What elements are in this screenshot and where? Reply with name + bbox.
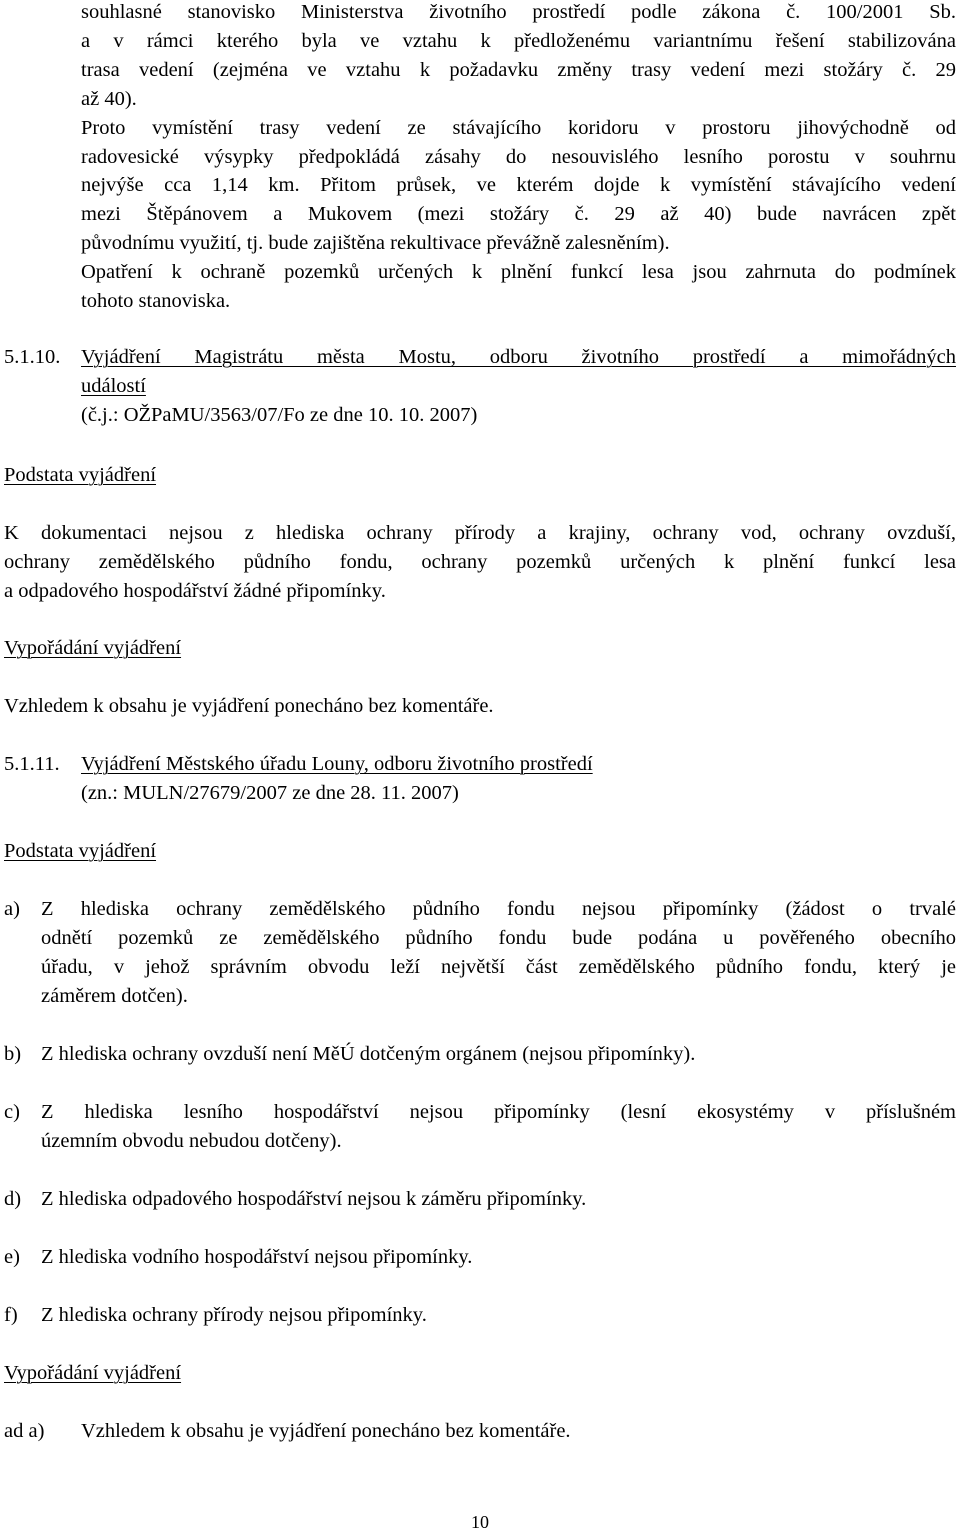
text-line: radovesické výsypky předpokládá zásahy do nesouvislého lesního porostu v souhrnu [81, 145, 956, 168]
settlement-marker: ad a) [4, 1420, 45, 1442]
text-line: ochrany zemědělského půdního fondu, ochrany pozemků určených k plnění funkcí lesa [4, 550, 956, 573]
text-line: a v rámci kterého byla ve vztahu k předloženému variantnímu řešení stabilizována [81, 29, 956, 52]
text-line: nejvýše cca 1,14 km. Přitom průsek, ve kterém dojde k vymístění stávajícího vedení [81, 174, 956, 197]
list-item-text [41, 1185, 956, 1214]
substance-heading: Podstata vyjádření [4, 840, 157, 862]
list-item-text [41, 1040, 956, 1069]
text-line: územním obvodu nebudou dotčeny). [41, 1129, 342, 1152]
text-line: Z hlediska lesního hospodářství nejsou připomínky (lesní ekosystémy v příslušném [41, 1101, 956, 1123]
settlement-heading: Vypořádání vyjádření [4, 637, 182, 659]
list-marker: e) [4, 1246, 20, 1268]
text-line: Opatření k ochraně pozemků určených k plnění funkcí lesa jsou zahrnuta do podmínek [81, 261, 956, 284]
list-marker: b) [4, 1043, 22, 1065]
list-item-text [41, 895, 956, 1011]
list-item-text [41, 1243, 956, 1272]
section-reference: (č.j.: OŽPaMU/3563/07/Fo ze dne 10. 10. 2007) [81, 403, 478, 426]
text-line: odnětí pozemků ze zemědělského půdního fondu bude podána u pověřeného obecního [41, 926, 956, 949]
list-item-text [41, 1301, 956, 1330]
list-item-text [41, 1098, 956, 1156]
substance-heading: Podstata vyjádření [4, 464, 157, 486]
text-line: Z hlediska vodního hospodářství nejsou připomínky. [41, 1246, 473, 1268]
section-number: 5.1.11. [4, 753, 60, 775]
text-line: úřadu, v jehož správním obvodu leží největší část zemědělského půdního fondu, který je [41, 955, 956, 978]
text-line: trasa vedení (zejména ve vztahu k požadavku změny trasy vedení mezi stožáry č. 29 [81, 58, 956, 81]
text-line: záměrem dotčen). [41, 984, 188, 1007]
settlement-heading: Vypořádání vyjádření [4, 1362, 182, 1384]
text-line: K dokumentaci nejsou z hlediska ochrany přírody a krajiny, ochrany vod, ochrany ovzduší, [4, 522, 956, 544]
list-marker: d) [4, 1188, 22, 1210]
text-line: Proto vymístění trasy vedení ze stávajícího koridoru v prostoru jihovýchodně od [81, 116, 956, 139]
text-line: původnímu využití, tj. bude zajištěna rekultivace převážně zalesněním). [81, 232, 670, 255]
section-title-line: událostí [81, 374, 146, 397]
text-line: Z hlediska odpadového hospodářství nejsou k záměru připomínky. [41, 1188, 587, 1210]
text-line: mezi Štěpánovem a Mukovem (mezi stožáry č. 29 až 40) bude navrácen zpět [81, 203, 956, 226]
section-title [81, 343, 956, 430]
intro-paragraph [81, 0, 956, 316]
text-line: Z hlediska ochrany zemědělského půdního fondu nejsou připomínky (žádost o trvalé [41, 898, 956, 920]
section-number: 5.1.10. [4, 346, 61, 368]
list-marker: a) [4, 898, 20, 920]
section-reference: (zn.: MULN/27679/2007 ze dne 28. 11. 2007) [81, 781, 459, 804]
section-title-line: Vyjádření Magistrátu města Mostu, odboru životního prostředí a mimořádných [81, 346, 956, 368]
page-number: 10 [471, 1512, 489, 1532]
list-marker: f) [4, 1304, 18, 1326]
text-line: až 40). [81, 87, 137, 110]
text-line: souhlasné stanovisko Ministerstva životního prostředí podle zákona č. 100/2001 Sb. [81, 1, 956, 23]
text-line: Z hlediska ochrany ovzduší není MěÚ dotčeným orgánem (nejsou připomínky). [41, 1043, 696, 1065]
section-title [81, 750, 956, 808]
substance-paragraph [4, 519, 956, 606]
settlement-text: Vzhledem k obsahu je vyjádření ponecháno bez komentáře. [81, 1420, 571, 1442]
section-title-line: Vyjádření Městského úřadu Louny, odboru životního prostředí [81, 753, 593, 775]
text-line: a odpadového hospodářství žádné připomínky. [4, 579, 386, 602]
text-line: tohoto stanoviska. [81, 290, 231, 313]
settlement-text: Vzhledem k obsahu je vyjádření ponecháno bez komentáře. [4, 695, 494, 717]
text-line: Z hlediska ochrany přírody nejsou připomínky. [41, 1304, 427, 1326]
list-marker: c) [4, 1101, 20, 1123]
